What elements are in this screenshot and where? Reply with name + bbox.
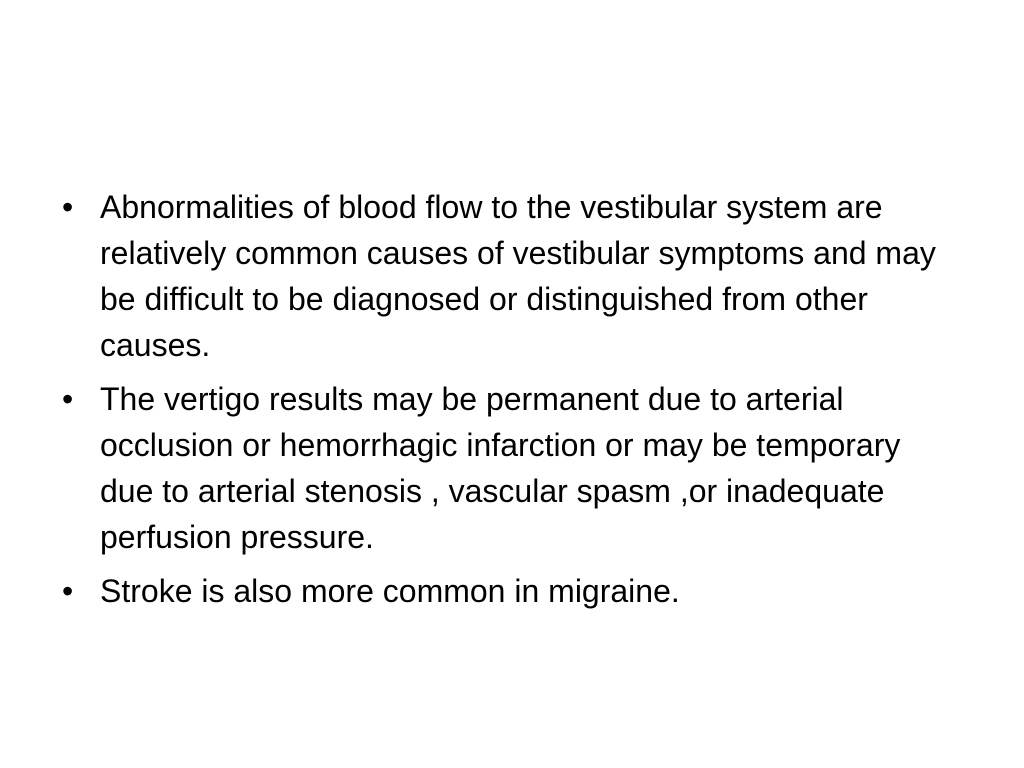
bullet-marker: • (62, 573, 74, 609)
bullet-list (62, 184, 942, 622)
bullet-marker: • (62, 381, 74, 417)
bullet-marker: • (62, 189, 74, 225)
bullet-text: The vertigo results may be permanent due to arterial occlusion or hemorrhagic infarction or may be temporary due to arterial stenosis , vascular spasm ,or inadequate perfusion pressure. (100, 381, 901, 555)
bullet-item (62, 184, 942, 368)
bullet-item (62, 568, 942, 614)
bullet-text: Abnormalities of blood flow to the vestibular system are relatively common causes of vestibular symptoms and may be difficult to be diagnosed or distinguished from other causes. (100, 189, 936, 363)
bullet-item (62, 376, 942, 560)
bullet-text: Stroke is also more common in migraine. (100, 573, 680, 609)
